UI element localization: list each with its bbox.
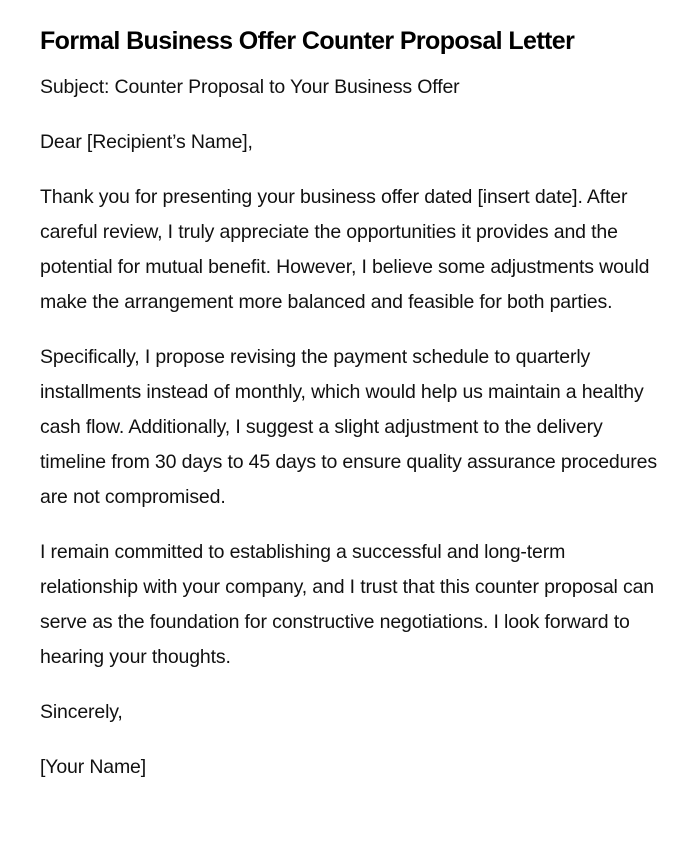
document-title: Formal Business Offer Counter Proposal Letter [40, 27, 575, 55]
salutation: Dear [Recipient’s Name], [40, 131, 253, 153]
closing: Sincerely, [40, 701, 123, 723]
body-paragraph-1: Thank you for presenting your business offer dated [insert date]. After careful review, I truly appreciate the opportunities it provides and the potential for mutual benefit. However, I believe some adjustments would make the arrangement more balanced and feasible for both parties. [40, 186, 650, 313]
subject-line: Subject: Counter Proposal to Your Business Offer [40, 76, 460, 98]
body-paragraph-2: Specifically, I propose revising the payment schedule to quarterly installments instead of monthly, which would help us maintain a healthy cash flow. Additionally, I suggest a slight adjustment to the delivery timeline from 30 days to 45 days to ensure quality assurance procedures are not compromised. [40, 346, 657, 508]
body-paragraph-3: I remain committed to establishing a successful and long-term relationship with your company, and I trust that this counter proposal can serve as the foundation for constructive negotiations. I look forward to hearing your thoughts. [40, 541, 654, 668]
signature: [Your Name] [40, 756, 147, 778]
